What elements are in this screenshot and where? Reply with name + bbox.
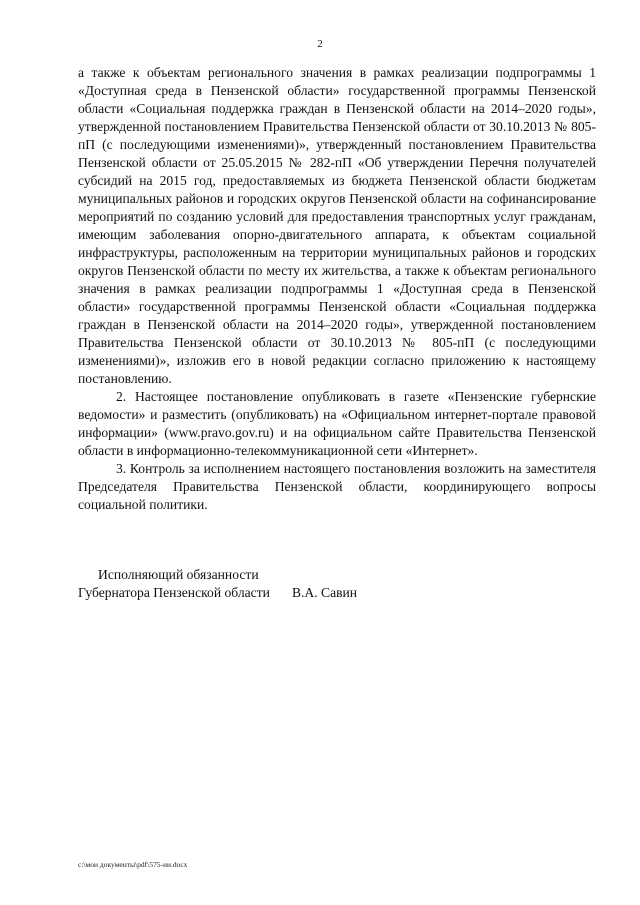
signature-block bbox=[78, 566, 478, 602]
paragraph-control: 3. Контроль за исполнением настоящего постановления возложить на заместителя Председателя Правительства Пензенской области, координирующего вопросы социальной политики. bbox=[78, 461, 596, 512]
signer-title-line1: Исполняющий обязанности bbox=[98, 567, 259, 582]
footer-file-path: c:\мои документы\pdf\575-ии.docx bbox=[78, 860, 188, 869]
paragraph-publication: 2. Настоящее постановление опубликовать в газете «Пензенские губернские ведомости» и разместить (опубликовать) на «Официальном интернет-портале правовой информации» (www.pravo.gov.ru) и на официальном сайте Правительства Пензенской области в информационно-телекоммуникационной сети «Интернет». bbox=[78, 389, 596, 458]
signer-name: В.А. Савин bbox=[291, 585, 358, 600]
paragraph-continuation: а также к объектам регионального значения в рамках реализации подпрограммы 1 «Доступная среда в Пензенской области» государственной программы Пензенской области «Социальная поддержка граждан в Пензенской области на 2014–2020 годы», утвержденной постановлением Правительства Пензенской области от 30.10.2013 № 805-пП (с последующими изменениями)», утвержденный постановлением Правительства Пензенской области от 25.05.2015 № 282-пП «Об утверждении Перечня получателей субсидий на 2015 год, предоставляемых из бюджета Пензенской области бюджетам муниципальных районов и городских округов Пензенской области на софинансирование мероприятий по созданию условий для предоставления транспортных услуг гражданам, имеющим заболевания опорно-двигательного аппарата, к объектам социальной инфраструктуры, расположенным на территории муниципальных районов и городских округов Пензенской области по месту их жительства, а также к объектам регионального значения в рамках реализации подпрограммы 1 «Доступная среда в Пензенской области» государственной программы Пензенской области «Социальная поддержка граждан в Пензенской области на 2014–2020 годы», утвержденной постановлением Правительства Пензенской области от 30.10.2013 № 805-пП (с последующими изменениями)», изложив его в новой редакции согласно приложению к настоящему постановлению. bbox=[78, 65, 596, 386]
document-body bbox=[78, 64, 596, 514]
signer-title-line2-row bbox=[78, 584, 478, 602]
page-number: 2 bbox=[317, 38, 323, 50]
signer-title-line2: Губернатора Пензенской области bbox=[78, 585, 270, 600]
